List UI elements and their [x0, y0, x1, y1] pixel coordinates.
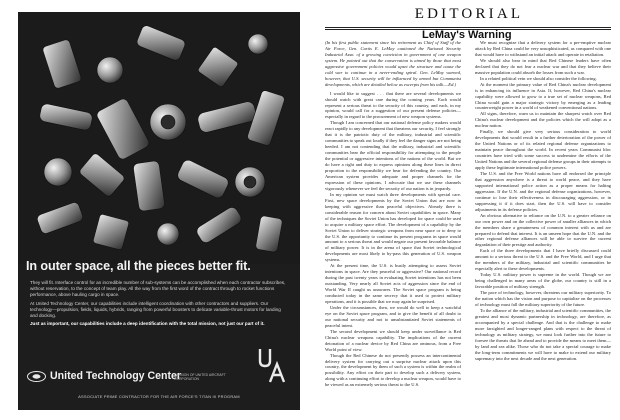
editorial-paragraph: Though the Red Chinese do not presently possess an intercontinental delivery system for carrying out a surprise nuclear attack upon this country, the development by them of such a system is within the realm of possibility. Any effort on their part to develop such a delivery system, along with a continuing effort to develop a nuclear weapon, would have to be viewed as an extremely serious threat to the U.S.	[325, 352, 461, 388]
company-division: DIVISION OF UNITED AIRCRAFT CORPORATION	[174, 373, 226, 382]
editorial-title: LeMay's Warning	[422, 29, 512, 41]
editorial-column-right	[475, 40, 611, 415]
editorial-paragraph: In a related political vein we should also consider the following.	[480, 75, 597, 81]
ad-footer: ASSOCIATE PRIME CONTRACTOR FOR THE AIR FORCE'S TITAN III PROGRAM	[78, 394, 240, 399]
editorial-paragraph: The pace of technology, however, threatens our military superiority. To the nation which has the vision and purpose to capitalize on the processes of technology must fall the military superiority of the future.	[475, 290, 611, 307]
ad-headline: In outer space, all the pieces better fit.	[26, 259, 251, 273]
editorial-paragraph: To the alliance of the military, industrial and scientific communities, the greatest and most dynamic partnership in technology, are therefore, as accompanied by a special challenge. And that is the challenge to make more farsighted and longer-ranged plans with respect to the threat of technology as military strategy, we must look further into the future to foresee the threats that lie ahead and to provide the means to meet them—by land and sea alike. Those who do not take a special courage to make the long-term commitments we will have to make to extend our military supremacy into the next decade and the next generation.	[475, 307, 611, 361]
editorial-lead: (In his first public statement since his retirement as Chief of Staff of the Air Force, Gen. Curtis E. LeMay cautioned the National Security Industrial Assn. of a growing conviction in government of one weapon system. He pointed out that the conservation is aimed by those that most aggressive government policies would upset the structure and cause the cold war to continue in a never-ending spiral. Gen. LeMay warned, however, that U.S. security will be influenced by armed but Communist developments, which are detailed below as excerpts from his talk.—Ed.)	[325, 40, 461, 87]
editorial-paragraph: At the present time, the U.S. is busily attempting to assess Soviet intentions in space. Are they peaceful or aggressive? Our national record during the past twenty years in evaluating Soviet intentions has not been outstanding. Very nearly all Soviet acts of aggression since the end of World War II caught us unawares. The Soviet space program is being conducted today in the same secrecy that it used to protect military operations, and it is possible that we may again be surprised.	[325, 263, 461, 304]
advertisement	[18, 12, 300, 410]
ad-paragraph: Just as important, our capabilities include a deep identification with the total mission, not just our part of it.	[30, 321, 265, 327]
company-name: United Technology Center	[50, 370, 182, 382]
section-title: EDITORIAL	[414, 6, 524, 22]
editorial-column-left	[325, 40, 461, 415]
ad-paragraph: At United Technology Center, our capabilities include intelligent coordination with other contractors and suppliers. Our technology—propulsion, fields, liquids, hybrids, ranging from powerful boosters to delicate variable-thrust motors for landing and docking.	[30, 300, 281, 318]
ua-mark-icon	[256, 345, 286, 385]
editorial-paragraph: Finally, we should give very serious consideration to world developments that would result in a further deterioration of the power of the United Nations or of its related regional defense organizations to maintain peace throughout the world. In recent years Communist bloc countries have tried with some success to undermine the efforts of the United Nations and the several regional defense groups in their attempts to apply these legitimate international police powers.	[475, 129, 611, 171]
editorial-paragraph: We must recognize that a delivery system for a pre-emptive nuclear attack by Red China could be very unsophisticated, as compared with one that would have to withstand an initial attack and operate in retaliation.	[475, 40, 611, 57]
editorial-paragraph: We should also bear in mind that Red Chinese leaders have often declared that they do not fear a nuclear war and that they believe their massive population could absorb the losses from such a war.	[475, 57, 611, 75]
divider	[325, 27, 611, 28]
ad-body-copy	[30, 280, 288, 330]
editorial-paragraph: In my opinion we must watch three developments with special care. First, new space developments by the Soviet Union that are now in keeping with aggressive than peaceful objectives. Already there is considerable reason for concern about Soviet capabilities in space. Many of the techniques the Soviet Union has developed for space could be used to acquire a military space effort. The development of a capability by the Soviet Union to deliver strategic weapons from near space or to deny to the U.S. the opportunity to continue its present programs in space would amount to a serious threat and would negate our present favorable balance of military power. It is in the arena of space that Soviet technological developments are most likely to by-pass this generation of U.S. weapon systems.	[325, 191, 461, 263]
ad-paragraph: They will fit. Interface control for an incredible number of sub-systems can be accomplished when each contractor subscribes, without reservation, to the concept of team play. All the way from the first word of the contract through to rocket functions performance, above hauling cargo in space.	[30, 280, 286, 297]
editorial-paragraph: The U.S. and the Free World nations have all endorsed the principle that aggression anywhere is a threat to world peace, and they have supported international police action as a proper means for halting aggression. If the U.N. and the regional defense organizations, however, continue to lose their effectiveness in discouraging aggression, or in suppressing it if it does start, then the U.S. will have to consider adjustments in its defense policies.	[475, 170, 611, 212]
editorial-paragraph: Each of the three developments that I have briefly discussed could amount to a serious threat to the U.S. and the Free World, and I urge that the members of the military, industrial and scientific communities be especially alert to these developments.	[475, 248, 611, 272]
editorial-paragraph: At the moment the primary value of Red China's nuclear development is in enhancing its influence in Asia. If, however, Red China's nuclear capability were allowed to grow to a true set of nuclear weapons, Red China would gain a major strategic victory by emerging as a leading counterweight power in a world of weakened conventional nations.	[475, 81, 611, 111]
editorial-paragraph: I would like to suggest . . . that there are several developments we should watch with great care during the coming years. Each would represent a serious threat to the security of this country, and each, in my opinion, would call for a suggestion of our present defense policies—especially in regard to the procurement of new weapon systems.	[325, 90, 461, 120]
editorial-paragraph: Today U.S. military power is supreme in the world. Though we are being challenged in many areas of the globe, our country is still in a favorable position of military strength.	[475, 272, 611, 290]
editorial-paragraph: All signs, therefore, warn us to maintain the sharpest watch over Red China's nuclear development and the policies which the will adopt as a nuclear nation.	[475, 111, 611, 129]
company-logo-icon	[27, 371, 46, 382]
space-components-photo	[18, 12, 300, 264]
editorial-paragraph: The second development we should keep under surveillance is Red China's nuclear weapons capability. The implications of the current detonation of a nuclear device by Red China are ominous, from a Free World point of view.	[325, 328, 461, 352]
editorial-paragraph: Though I am concerned that our national defense policy makers would react rapidly to any development that threatens our security, I feel strongly that it is the patriotic duty of the military, industrial and scientific communities to speak out loudly if they feel the danger signs are not being heeded. I am not contending that the military, industrial and scientific communities bear the official responsibility for attempting to the people the potential or aggressive intentions of the nations of the world. But we do have a right and duty to express opinions along these lines in direct proportion to the responsibility we bear for defending the country. Our American system provides adequate and proper channels for the expression of these opinions. I advocate that we use these channels vigorously whenever we feel the security of our nation is in jeopardy.	[325, 120, 461, 191]
editorial-paragraph: Under the circumstances, then, we would do well to keep a watchful eye on the Soviet space program, and to give the benefit of all doubt to our national security and not to unsubstantiated Soviet statements of peaceful intent.	[325, 304, 461, 328]
editorial-paragraph: An obvious alternative to reliance on the U.N. to a greater reliance on our own power and on the collective power of smaller alliances in which the members share a genuineness of common interest with us and are prepared to defend that interest. It is an unseen hope that the U.N. and the other regional defense alliances will be able to survive the current degradation of their prestige and authority.	[475, 212, 611, 248]
